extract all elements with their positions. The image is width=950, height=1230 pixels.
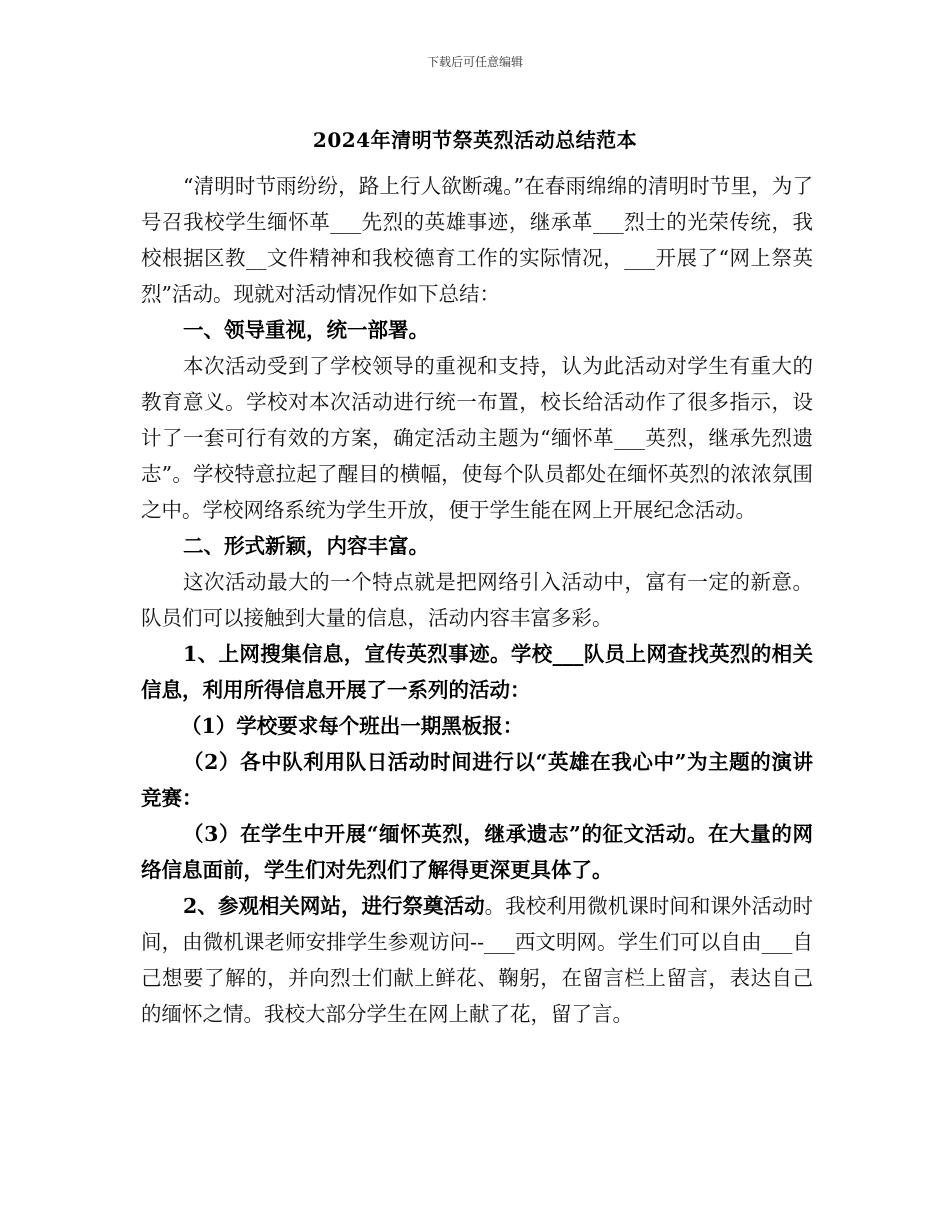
sub-item-2: （2）各中队利用队日活动时间进行以“英雄在我心中”为主题的演讲竞赛： — [141, 750, 813, 810]
intro-paragraph: “清明时节雨纷纷，路上行人欲断魂。”在春雨绵绵的清明时节里，为了号召我校学生缅怀革___先烈的英雄事迹，继承革___烈士的光荣传统，我校根据区教__文件精神和我校德育工作的实际情况，___开展了“网上祭英烈”活动。现就对活动情况作如下总结： — [141, 174, 813, 306]
document-title: 2024年清明节祭英烈活动总结范本 — [312, 128, 638, 152]
section-heading-2: 二、形式新颖，内容丰富。 — [183, 534, 429, 558]
list-item-1: 1、上网搜集信息，宣传英烈事迹。学校___队员上网查找英烈的相关信息，利用所得信息开展了一系列的活动： — [141, 642, 813, 702]
section-1-paragraph: 本次活动受到了学校领导的重视和支持，认为此活动对学生有重大的教育意义。学校对本次活动进行统一布置，校长给活动作了很多指示，设计了一套可行有效的方案，确定活动主题为“缅怀革___英烈，继承先烈遗志”。学校特意拉起了醒目的横幅，使每个队员都处在缅怀英烈的浓浓氛围之中。学校网络系统为学生开放，便于学生能在网上开展纪念活动。 — [141, 354, 813, 522]
section-heading-1: 一、领导重视，统一部署。 — [183, 318, 429, 342]
sub-item-1: （1）学校要求每个班出一期黑板报： — [181, 714, 524, 738]
document-body — [141, 168, 813, 1032]
sub-item-3: （3）在学生中开展“缅怀英烈，继承遗志”的征文活动。在大量的网络信息面前，学生们对先烈们了解得更深更具体了。 — [141, 822, 813, 882]
list-item-2-text: 。我校利用微机课时间和课外活动时间，由微机课老师安排学生参观访问--___西文明网。学生们可以自由___自己想要了解的，并向烈士们献上鲜花、鞠躬，在留言栏上留言，表达自己的缅怀之情。我校大部分学生在网上献了花，留了言。 — [141, 894, 814, 1026]
list-item-2 — [141, 888, 813, 1032]
list-item-2-heading: 2、参观相关网站，进行祭奠活动 — [183, 894, 485, 918]
section-2-paragraph: 这次活动最大的一个特点就是把网络引入活动中，富有一定的新意。队员们可以接触到大量的信息，活动内容丰富多彩。 — [141, 570, 813, 630]
page-header: 下载后可任意编辑 — [426, 55, 523, 69]
